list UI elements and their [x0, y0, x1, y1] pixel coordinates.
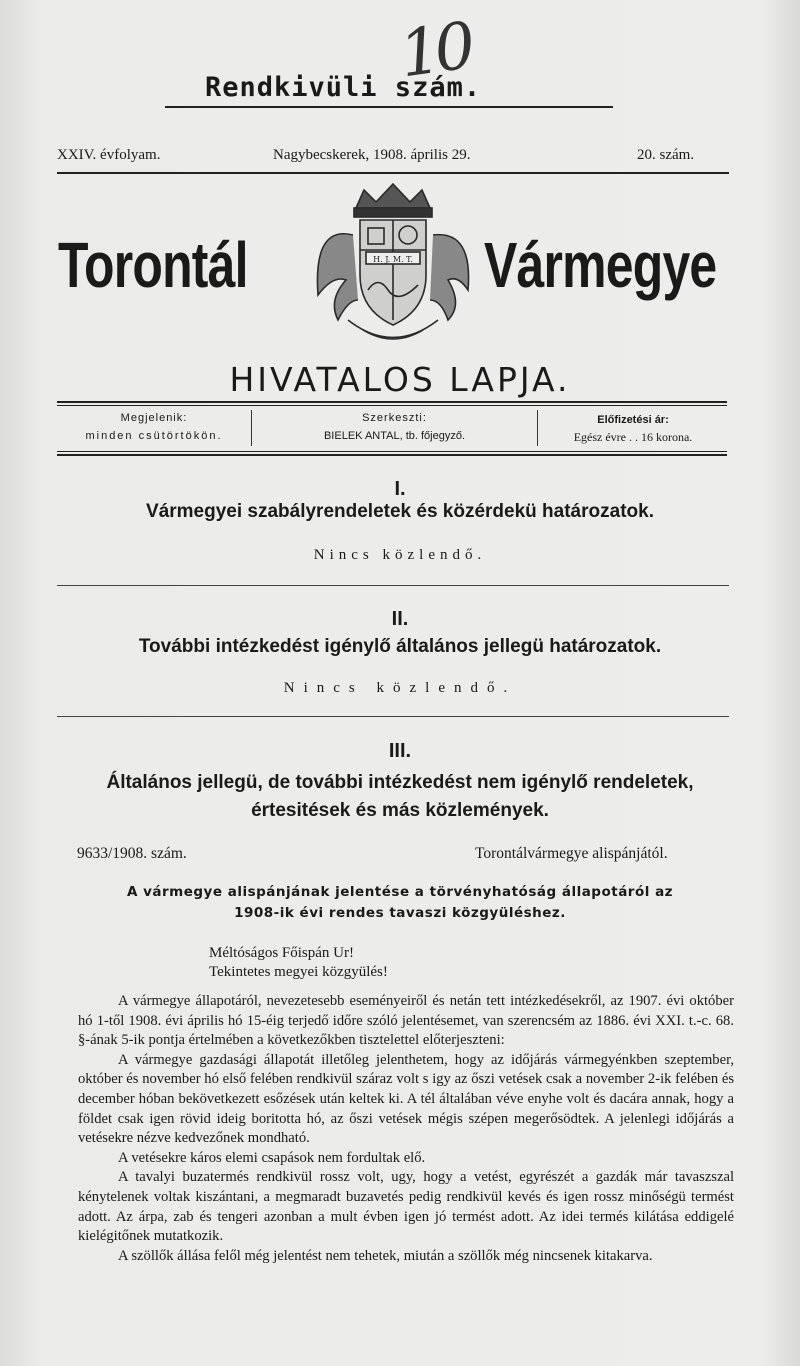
section-1-number: I.: [394, 478, 406, 500]
coat-of-arms-icon: [308, 180, 478, 355]
section-3-title-line2: értesitések és más közlemények.: [251, 800, 549, 821]
info-bottom-rule-thin: [57, 451, 727, 452]
coat-of-arms-inscription: H. J. M. T.: [373, 255, 413, 264]
title-right: Vármegye: [484, 229, 717, 301]
extra-edition-label: Rendkivüli szám.: [205, 72, 482, 103]
handwritten-issue-number: 10: [395, 9, 475, 93]
section-2-title: További intézkedést igénylő általános jellegü határozatok.: [138, 636, 662, 657]
info-top-rule: [57, 401, 727, 403]
article-paragraph: A tavalyi buzatermés rendkivül rossz volt, ugy, hogy a vetést, egyrészét a gazdák már tavaszszal kénytelenek voltak kiszántani, a megmaradt buzavetés pedig rendkivül kevés és igen rossz minőségü termést adott. Az árpa, zab és tengeri azonban a mult évben igen jó termést adott. Az idei termés kilátása eddigelé kielégitőnek mutatkozik.: [78, 1169, 734, 1245]
article-from: Torontálvármegye alispánjától.: [475, 845, 668, 862]
section-1-title: Vármegyei szabályrendeletek és közérdekü határozatok.: [146, 501, 654, 522]
issue-number: 20. szám.: [637, 147, 695, 163]
article-body: [78, 992, 734, 1266]
info-top-rule-thin: [57, 405, 727, 406]
section-2-note: Nincs közlendő.: [283, 680, 517, 696]
place-date: Nagybecskerek, 1908. április 29.: [273, 147, 471, 163]
section-3-number: III.: [388, 740, 412, 762]
editor-value: BIELEK ANTAL, tb. főjegyző.: [323, 430, 466, 442]
subtitle: HIVATALOS LAPJA.: [229, 360, 571, 399]
section-1-note: Nincs közlendő.: [313, 547, 487, 563]
appears-label: Megjelenik:: [120, 412, 188, 424]
article-headline-line2: 1908-ik évi rendes tavaszi közgyüléshez.: [234, 905, 566, 921]
article-headline-line1: A vármegye alispánjának jelentése a törvényhatóság állapotáról az: [126, 884, 674, 900]
masthead-top-rule: [57, 172, 729, 174]
subscription-value: Egész évre . . 16 korona.: [573, 430, 693, 444]
editor-label: Szerkeszti:: [362, 412, 427, 424]
volume-label: XXIV. évfolyam.: [57, 147, 161, 163]
appears-value: minden csütörtökön.: [85, 430, 223, 442]
info-bottom-rule: [57, 454, 727, 456]
title-left: Torontál: [58, 229, 248, 301]
salutation-2: Tekintetes megyei közgyülés!: [209, 964, 388, 980]
section-2-rule: [57, 716, 729, 717]
subscription-label: Előfizetési ár:: [597, 414, 669, 426]
article-paragraph: A vetésekre káros elemi csapások nem fordultak elő.: [118, 1149, 426, 1166]
extra-edition-underline: [165, 106, 613, 108]
article-paragraph: A vármegye állapotáról, nevezetesebb eseményeiről és netán tett intézkedésekről, az 1907. évi október hó 1-től 1908. évi április hó 15-éig terjedő időre szóló jelentésemet, van szerencsém az 1886. évi XXI. t.-c. 68. §-ának 5-ik pontja értelmében a következőkben tisztelettel előterjeszteni:: [78, 993, 734, 1049]
section-3-title-line1: Általános jellegü, de további intézkedést nem igénylő rendeletek,: [106, 772, 694, 793]
article-ref-number: 9633/1908. szám.: [77, 845, 187, 862]
section-1-rule: [57, 585, 729, 586]
article-paragraph: A szöllők állása felől még jelentést nem tehetek, miután a szöllők még nincsenek kitakarva.: [118, 1247, 653, 1264]
section-2-number: II.: [391, 608, 409, 630]
article-paragraph: A vármegye gazdasági állapotát illetőleg jelenthetem, hogy az időjárás vármegyénkben szeptember, október és november hó első felében rendkivül száraz volt s igy az őszi vetések csak a november 2-ik felében és december hóban bekövetkezett esőzések után keltek ki. A tél általában véve enyhe volt és dacára annak, hogy a földet csak igen rövid ideig boritotta hó, az őszi vetések mégis szépen megerősödtek. A jelenlegi időjárás a vetésekre nézve kedvezőnek mondható.: [78, 1051, 734, 1147]
salutation-1: Méltóságos Főispán Ur!: [209, 945, 354, 961]
